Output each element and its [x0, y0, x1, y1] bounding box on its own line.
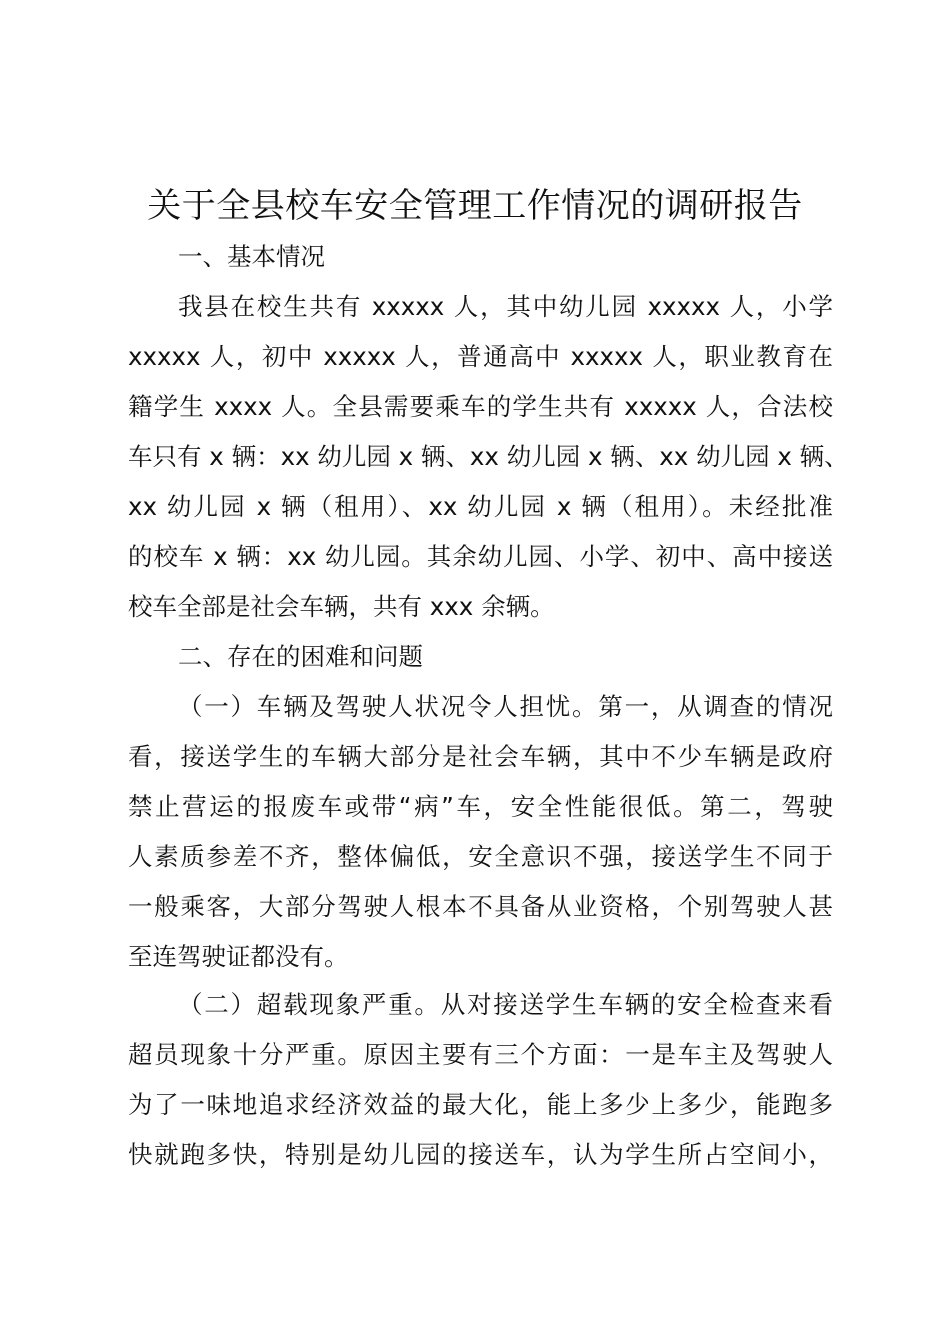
paragraph-line: 校车全部是社会车辆，共有 xxx 余辆。	[128, 592, 555, 621]
paragraph-line: 禁止营运的报废车或带“病”车，安全性能很低。第二，驾驶	[128, 792, 833, 821]
section-heading-problems: 二、存在的困难和问题	[178, 642, 423, 671]
document-title: 关于全县校车安全管理工作情况的调研报告	[147, 186, 803, 226]
paragraph-basic-situation	[128, 282, 849, 632]
paragraph-line: 一般乘客，大部分驾驶人根本不具备从业资格，个别驾驶人甚	[128, 892, 833, 921]
paragraph-line: xx 幼儿园 x 辆（租用）、xx 幼儿园 x 辆（租用）。未经批准	[128, 492, 833, 521]
paragraph-line: （一）车辆及驾驶人状况令人担忧。第一，从调查的情况	[178, 692, 833, 721]
paragraph-line: 籍学生 xxxx 人。全县需要乘车的学生共有 xxxxx 人，合法校	[128, 392, 833, 421]
paragraph-line: xxxxx 人，初中 xxxxx 人，普通高中 xxxxx 人，职业教育在	[128, 342, 833, 371]
paragraph-line: 为了一味地追求经济效益的最大化，能上多少上多少，能跑多	[128, 1090, 833, 1119]
paragraph-line: 人素质参差不齐，整体偏低，安全意识不强，接送学生不同于	[128, 842, 833, 871]
paragraph-line: 至连驾驶证都没有。	[128, 942, 349, 971]
paragraph-line: 车只有 x 辆：xx 幼儿园 x 辆、xx 幼儿园 x 辆、xx 幼儿园 x 辆、	[128, 442, 849, 471]
paragraph-line: 我县在校生共有 xxxxx 人，其中幼儿园 xxxxx 人，小学	[178, 292, 833, 321]
paragraph-line: 超员现象十分严重。原因主要有三个方面：一是车主及驾驶人	[128, 1040, 833, 1069]
paragraph-line: （二）超载现象严重。从对接送学生车辆的安全检查来看	[178, 990, 833, 1019]
paragraph-overloading	[128, 980, 833, 1180]
paragraph-line: 的校车 x 辆：xx 幼儿园。其余幼儿园、小学、初中、高中接送	[128, 542, 833, 571]
paragraph-vehicle-driver	[128, 682, 833, 982]
paragraph-line: 快就跑多快，特别是幼儿园的接送车，认为学生所占空间小，	[128, 1140, 833, 1169]
paragraph-line: 看，接送学生的车辆大部分是社会车辆，其中不少车辆是政府	[128, 742, 833, 771]
section-heading-basic-situation: 一、基本情况	[178, 242, 325, 271]
